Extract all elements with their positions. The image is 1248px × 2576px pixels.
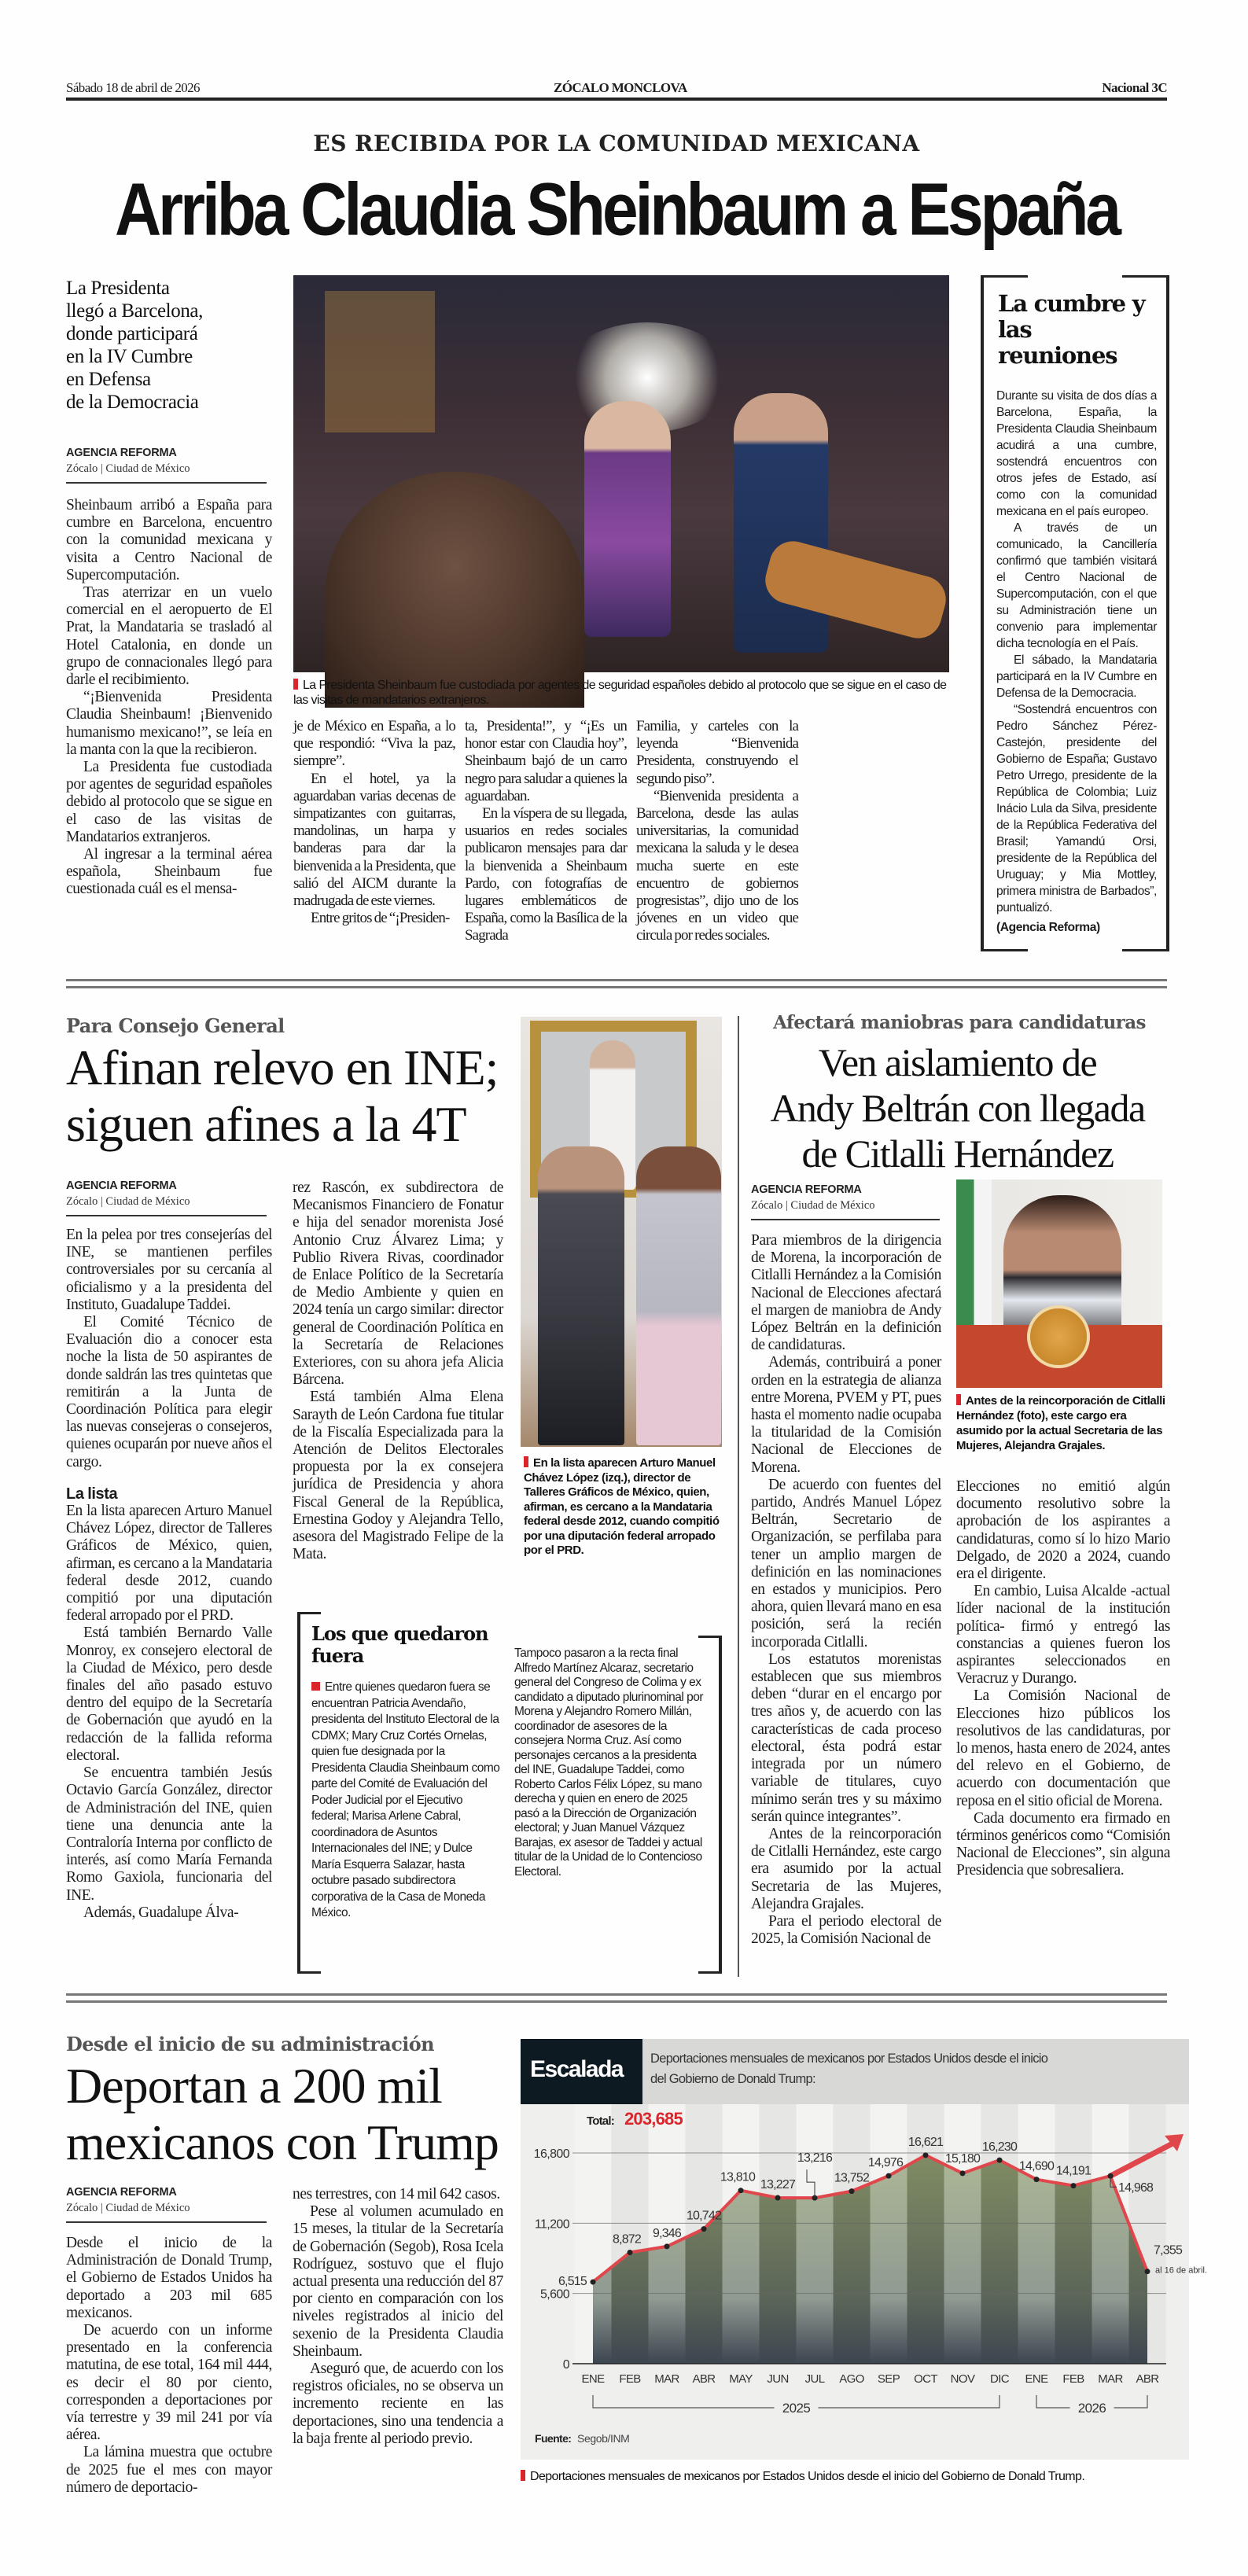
paragraph: En cambio, Luisa Alcalde -actual líder nacional de la institución política- firmó y entregó las constancias a quienes fueron los aspirantes seleccionados en Veracruz y Durango. <box>956 1583 1170 1687</box>
paragraph: Está también Bernardo Valle Monroy, ex consejero electoral de la Ciudad de México, pero desde finales del año pasado estuvo dentro del equipo de la Secretaría de Gobernación que ayudó en la redacción de la fallida reforma electoral. <box>66 1625 272 1764</box>
chart-xtick-label: ENE <box>1025 2372 1048 2386</box>
sidebar-text: Entre quienes quedaron fuera se encuentran Patricia Avendaño, presidenta del Instituto Electoral de la CDMX; Mary Cruz Cortés Ornelas, quien fue designada por la Presidenta Claudia Sheinbaum como parte del Comité de Evaluación del Poder Judicial por el Ejecutivo federal; Marisa Arlene Cabral, coordinadora de Asuntos Internacionales del INE; y Dulce María Esquerra Salazar, hasta octubre pasado subdirectora corporativa de la Casa de Moneda México. <box>311 1680 500 1919</box>
story1-kicker: ES RECIBIDA POR LA COMUNIDAD MEXICANA <box>313 131 920 156</box>
chart-data-point <box>775 2195 781 2200</box>
chart-ytick-label: 11,200 <box>534 2217 569 2232</box>
paragraph: Para miembros de la dirigencia de Morena, la incorporación de Citlalli Hernández a la Comisión Nacional de Elecciones afectará el margen de maniobra de Andy López Beltrán en la definición de candidaturas. <box>751 1232 941 1354</box>
story3-col1 <box>751 1232 941 1948</box>
paragraph: Desde el inicio de la Administración de Donald Trump, el Gobierno de Estados Unidos ha deportado a 203 mil 685 mexicanos. <box>66 2235 272 2321</box>
caption-bullet-icon <box>293 679 298 690</box>
paragraph: Entre gritos de “¡Presiden- <box>311 910 450 927</box>
chart-data-point <box>960 2170 966 2176</box>
sidebar-credit: (Agencia Reforma) <box>996 921 1100 934</box>
deck-line: de la Democracia <box>66 392 199 413</box>
section-divider <box>66 979 1167 988</box>
paragraph: Está también Alma Elena Sarayth de León Cardona fue titular de la Fiscalía Especializada para la Atención de Delitos Electorales propuesta por la ex consejera jurídica de Presidencia y ahora Fiscal General de la República, Ernestina Godoy y Alejandra Tello, asesora del Magistrado Felipe de la Mata. <box>293 1389 503 1563</box>
headline-line: Andy Beltrán con llegada <box>770 1086 1145 1130</box>
box-corner <box>698 1971 722 1974</box>
chart-svg <box>521 2104 1208 2460</box>
chart-xtick-label: MAR <box>1098 2372 1123 2386</box>
chart-data-label: 14,191 <box>1055 2164 1092 2178</box>
box-border <box>719 1636 722 1974</box>
paragraph: Al ingresar a la terminal aérea española, Sheinbaum fue cuestionada cuál es el mensa- <box>66 846 272 898</box>
box-corner <box>297 1971 321 1974</box>
chart-ytick-label: 5,600 <box>539 2287 569 2302</box>
paragraph: “Bienvenida presidenta a Barcelona, desde las aulas universitarias, la comunidad mexicana la saluda y le desea mucha suerte en este encuentro de gobiernos progresistas”, dijo uno de los jóvenes en un video que circula por redes sociales. <box>636 787 798 944</box>
chart-data-label: 13,227 <box>760 2177 796 2191</box>
chart-data-point <box>997 2158 1003 2163</box>
chart-xtick-label: SEP <box>877 2372 900 2386</box>
story4-kicker: Desde el inicio de su administración <box>66 2033 435 2055</box>
story2-headline: Afinan relevo en INE; siguen afines a la 4T <box>66 1040 499 1152</box>
chart-xtick-label: DIC <box>989 2372 1010 2386</box>
chart-data-label: 9,346 <box>652 2226 682 2240</box>
masthead-paper: ZÓCALO MONCLOVA <box>554 80 687 95</box>
byline-agency: AGENCIA REFORMA <box>66 447 177 459</box>
story4-headline <box>66 2058 514 2171</box>
photo-building <box>325 291 435 432</box>
paragraph: En la pelea por tres consejerías del INE, se mantienen perfiles controversiales por su cercanía al oficialismo y a la presidenta del Instituto, Guadalupe Taddei. <box>66 1227 272 1313</box>
paragraph: Cada documento era firmado en términos genéricos como “Comisión Nacional de Elecciones”, sin alguna Presidencia que sobresaliera. <box>956 1809 1170 1879</box>
story2-kicker: Para Consejo General <box>66 1014 285 1037</box>
story1-deck <box>66 277 278 414</box>
story3-headline <box>743 1040 1172 1176</box>
chart-data-label: 8,872 <box>612 2232 642 2247</box>
story1-col1 <box>66 497 272 899</box>
chart-source-label: Fuente: <box>535 2432 572 2445</box>
paragraph: Durante su visita de dos días a Barcelona, España, la Presidenta Claudia Sheinbaum acudirá a una cumbre, sostendrá encuentros con otros jefes de Estado, así como con la comunidad mexicana en el país europeo. <box>996 389 1157 518</box>
chart-data-point <box>849 2188 855 2194</box>
box-corner <box>698 1636 722 1638</box>
story1-photo <box>293 275 949 672</box>
chart-xtick-label: MAY <box>729 2372 753 2386</box>
photo-woman <box>636 1146 721 1445</box>
paragraph: Pese al volumen acumulado en 15 meses, la titular de la Secretaría de Gobernación (Segob), Rosa Icela Rodríguez, sostuvo que el flujo actual presenta una reducción del 87 por ciento en comparación con los niveles registrados al inicio del sexenio de la Presidenta Claudia Sheinbaum. <box>293 2203 503 2360</box>
chart-data-point <box>923 2152 929 2158</box>
caption-text: Antes de la reincorporación de Citlalli Hernández (foto), este cargo era asumido por la actual Secretaria de las Mujeres, Alejandra Grajales. <box>956 1394 1165 1452</box>
story2-photo <box>521 1017 722 1447</box>
box-corner <box>1122 949 1169 951</box>
paragraph: De acuerdo con un informe presentado en la conferencia matutina, de ese total, 164 mil 444, es decir el 80 por ciento, corresponden a deportaciones por vía terrestre y 39 mil 241 por vía aérea. <box>66 2322 272 2444</box>
photo-figure-center <box>584 401 671 637</box>
masthead-date: Sábado 18 de abril de 2026 <box>66 80 200 95</box>
deck-line: en la IV Cumbre <box>66 346 193 367</box>
chart-data-label: 16,230 <box>981 2140 1018 2155</box>
chart-data-label: 14,976 <box>867 2156 904 2170</box>
chart-data-point <box>886 2173 892 2179</box>
masthead <box>66 77 1167 101</box>
story2-col1 <box>66 1227 272 1922</box>
paragraph: La Presidenta fue custodiada por agentes de seguridad españoles debido al protocolo que se sigue en el caso de las visitas de Mandatarios extranjeros. <box>66 759 272 845</box>
section-divider <box>66 1993 1167 2003</box>
chart-data-label: 13,810 <box>720 2170 756 2184</box>
story1-col3 <box>465 718 627 945</box>
chart-total-label: Total: <box>587 2114 614 2128</box>
story3-photo-caption <box>956 1393 1167 1453</box>
chart-last-note: al 16 de abril. <box>1155 2265 1208 2276</box>
chart-xtick-label: JUL <box>804 2372 825 2386</box>
chart-xtick-label: FEB <box>1062 2372 1084 2386</box>
sidebar-col2 <box>514 1647 708 1879</box>
story3-kicker: Afectará maniobras para candidaturas <box>773 1012 1146 1033</box>
paragraph: Se encuentra también Jesús Octavio García González, director de Administración del INE, quien tiene una denuncia ante la Contraloría Interna por conflicto de interés, así como María Fernanda Romo Gaxiola, funcionaria del INE. <box>66 1765 272 1904</box>
chart-total-value: 203,685 <box>624 2109 683 2129</box>
paragraph: El sábado, la Mandataria participará en la IV Cumbre en Defensa de la Democracia. <box>996 653 1157 700</box>
caption-text: En la lista aparecen Arturo Manuel Chávez López (izq.), director de Talleres Gráficos de México, quien, afirman, es cercano a la Mandataria federal desde 2012, cuando compitió por una diputación federal arropado por el PRD. <box>524 1456 720 1557</box>
photo-seal <box>1027 1305 1090 1368</box>
masthead-section: Nacional 3C <box>1102 80 1167 95</box>
chart-data-point <box>701 2226 707 2232</box>
story1-byline <box>66 447 267 491</box>
headline-line: Ven aislamiento de <box>818 1040 1097 1084</box>
chart-xtick-label: ABR <box>692 2372 716 2386</box>
byline-agency: AGENCIA REFORMA <box>751 1183 862 1196</box>
paragraph: Además, contribuirá a poner orden en la estrategia de alianza entre Morena, PVEM y PT, pues hasta el momento nadie ocupaba la titularidad de la Comisión Nacional de Elecciones de Morena. <box>751 1354 941 1476</box>
chart-data-label: 14,968 <box>1118 2181 1154 2195</box>
caption-bullet-icon <box>521 2470 525 2481</box>
chart-data-label: 7,355 <box>1154 2243 1183 2258</box>
story1-col2 <box>293 718 455 927</box>
byline-location: Zócalo | Ciudad de México <box>66 1195 190 1208</box>
paragraph: En la víspera de su llegada, usuarios en redes sociales publicaron mensajes para dar la bienvenida a Sheinbaum Pardo, con fotografías de lugares emblemáticos de España, como la Basílica de la Sagrada <box>465 805 627 944</box>
paragraph: Elecciones no emitió algún documento resolutivo sobre la aprobación de los aspirantes a candidaturas, como sí lo hizo Mario Delgado, de 2020 a 2024, cuando era el dirigente. <box>956 1478 1170 1583</box>
chart-year-label: 2025 <box>782 2401 811 2416</box>
chart-data-point <box>591 2280 596 2285</box>
chart-xtick-label: JUN <box>767 2372 789 2386</box>
chart-badge <box>521 2039 642 2104</box>
box-corner <box>1122 275 1169 278</box>
story1-col4 <box>636 718 798 945</box>
headline-line: de Citlalli Hernández <box>801 1132 1114 1176</box>
chart-data-label: 14,690 <box>1018 2159 1055 2173</box>
paragraph: rez Rascón, ex subdirectora de Mecanismos Financiero de Fonatur e hija del senador morenista José Antonio Cruz Álvarez Lima; y Publio Rivera Rivas, coordinador de Enlace Político de la Secretaría de Medio Ambiente y quien en 2024 tenía un cargo similar: director general de Coordinación Política en la Secretaría de Relaciones Exteriores, con su ahora jefa Alicia Bárcena. <box>293 1179 503 1389</box>
sidebar-title: Los que quedaron fuera <box>311 1622 488 1667</box>
paragraph: “Sostendrá encuentros con Pedro Sánchez Pérez-Castejón, presidente del Gobierno de España; Gustavo Petro Urrego, presidente de la República de Colombia; Luiz Inácio Lula da Silva, presidente de la República Federativa del Brasil; Yamandú Orsi, presidente de la República del Uruguay; y Mia Mottley, primera ministra de Barbados”, puntualizó. <box>996 703 1157 914</box>
column-rule <box>738 1016 739 1977</box>
paragraph: Sheinbaum arribó a España para cumbre en Barcelona, encuentro con la comunidad mexicana y visita a Centro Nacional de Supercomputación. <box>66 497 272 583</box>
story4-col2 <box>293 2186 503 2448</box>
sidebar-body <box>996 388 1157 936</box>
headline-line: mexicanos con Trump <box>66 2114 499 2170</box>
paragraph: Antes de la reincorporación de Citlalli Hernández, este cargo era asumido por la actual Secretaria de las Mujeres, Alejandra Grajales. <box>751 1825 941 1912</box>
sidebar-text: Tampoco pasaron a la recta final Alfredo Martínez Alcaraz, secretario general del Congreso de Colima y ex candidato a diputado plurinominal por Morena y Alejandro Romero Millán, coordinador de asesores de la consejera Norma Cruz. Así como personajes cercanos a la presidenta del INE, Guadalupe Taddei, como Roberto Carlos Félix López, su mano derecha y quien en enero de 2025 pasó a la Dirección de Organización electoral; y Juan Manuel Vázquez Barajas, ex asesor de Taddei y actual titular de la Unidad de lo Contencioso Electoral. <box>514 1647 704 1879</box>
paragraph: En el hotel, ya la aguardaban varias decenas de simpatizantes con guitarras, mandolinas, un harpa y banderas para dar la bienvenida a la Presidenta, que salió del AICM durante la madrugada de este viernes. <box>293 770 455 910</box>
chart-xtick-label: NOV <box>950 2372 975 2386</box>
chart-data-label: 10,742 <box>686 2209 722 2223</box>
chart-title: Deportaciones mensuales de mexicanos por Estados Unidos desde el inicio del Gobierno de Donald Trump: <box>650 2052 1048 2086</box>
byline-agency: AGENCIA REFORMA <box>66 2186 177 2199</box>
deck-line: llegó a Barcelona, <box>66 300 203 322</box>
chart-data-label: 13,752 <box>834 2171 870 2185</box>
chart-source: Segob/INM <box>577 2432 630 2445</box>
chart-xtick-label: AGO <box>839 2372 864 2386</box>
chart-data-point <box>738 2188 744 2193</box>
chart-title-bar <box>642 2039 1189 2104</box>
box-border <box>297 1612 300 1974</box>
photo-man <box>538 1146 624 1445</box>
chart-year-label: 2026 <box>1077 2401 1106 2416</box>
chart-data-point <box>1071 2183 1077 2188</box>
chart-data-point <box>1145 2269 1150 2274</box>
photo-flag <box>956 1179 992 1337</box>
chart-data-point <box>628 2250 633 2255</box>
caption-text: Deportaciones mensuales de mexicanos por Estados Unidos desde el inicio del Gobierno de Donald Trump. <box>530 2470 1085 2483</box>
paragraph: En la lista aparecen Arturo Manuel Chávez López, director de Talleres Gráficos de México, quien, afirman, es cercano a la Mandataria federal desde 2012, cuando compitió por una diputación federal arropado por el PRD. <box>66 1503 272 1625</box>
paragraph: “¡Bienvenida Presidenta Claudia Sheinbaum! ¡Bienvenido humanismo mexicano!”, se leía en la manta con la que la recibieron. <box>66 689 272 758</box>
photo-figure-foreground <box>325 472 584 708</box>
headline-line: Deportan a 200 mil <box>66 2058 442 2114</box>
chart-data-label: 16,621 <box>907 2135 944 2149</box>
chart-caption <box>521 2469 1189 2484</box>
chart-badge-label: Escalada <box>530 2056 624 2082</box>
chart-xtick-label: MAR <box>654 2372 679 2386</box>
story1-sidebar <box>981 275 1169 951</box>
chart-xtick-label: ABR <box>1136 2372 1159 2386</box>
chart-panel <box>521 2039 1208 2460</box>
sidebar-col1 <box>311 1680 500 1922</box>
paragraph: La Comisión Nacional de Elecciones hizo públicos los resolutivos de las candidaturas, por lo menos, hasta enero de 2024, antes del relevo en el Gobierno, de acuerdo con documentación que reposa en el sitio oficial de Morena. <box>956 1687 1170 1809</box>
sidebar-bullet-icon <box>311 1682 320 1691</box>
chart-data-point <box>664 2243 670 2249</box>
caption-bullet-icon <box>956 1394 961 1405</box>
story4-byline <box>66 2186 267 2231</box>
paragraph: De acuerdo con fuentes del partido, Andrés Manuel López Beltrán, Secretario de Organización, se perfilaba para tener un amplio margen de definición en las nominaciones en estados y municipios. Pero ahora, quien llevará mano en esa posición, será la recién incorporada Citlalli. <box>751 1476 941 1650</box>
story3-byline <box>751 1183 940 1228</box>
chart-ytick-label: 16,800 <box>533 2147 569 2161</box>
byline-agency: AGENCIA REFORMA <box>66 1179 177 1192</box>
chart-xtick-label: OCT <box>914 2372 937 2386</box>
box-corner <box>981 949 1028 951</box>
box-corner <box>981 275 1028 278</box>
story3-col2 <box>956 1478 1170 1880</box>
deck-line: La Presidenta <box>66 278 170 299</box>
paragraph: ta, Presidenta!”, y “¡Es un honor estar con Claudia hoy”, Sheinbaum bajó de un carro negro para saludar a quienes la aguardaban. <box>465 718 627 804</box>
paragraph: nes terrestres, con 14 mil 642 casos. <box>293 2186 500 2202</box>
photo-figure-right <box>734 393 828 653</box>
paragraph: El Comité Técnico de Evaluación dio a conocer esta noche la lista de 50 aspirantes de donde saldrán las tres quintetas que remitirán a la Junta de Coordinación Política para elegir las nuevas consejeras o consejeros, quienes ocuparán por nueve años el cargo. <box>66 1314 272 1470</box>
chart-xtick-label: ENE <box>581 2372 605 2386</box>
paragraph: Tras aterrizar en un vuelo comercial en el aeropuerto de El Prat, la Mandataria se trasladó al Hotel Catalonia, en donde un grupo de connacionales llegó para darle el recibimiento. <box>66 584 272 689</box>
story2-subhead: La lista <box>66 1485 118 1503</box>
story1-headline: Arriba Claudia Sheinbaum a España <box>114 168 1119 251</box>
story3-photo <box>956 1179 1162 1386</box>
chart-xtick-label: FEB <box>619 2372 641 2386</box>
caption-bullet-icon <box>524 1456 528 1467</box>
paragraph: je de México en España, a lo que respondió: “Viva la paz, siempre”. <box>293 718 455 770</box>
sidebar-title: La cumbre y las reuniones <box>998 290 1145 369</box>
caption-text: La Presidenta Sheinbaum fue custodiada por agentes de seguridad españoles debido al protocolo que se sigue en el caso de las visitas de mandatarios extranjeros. <box>293 679 947 707</box>
story2-col2 <box>293 1179 503 1563</box>
chart-data-label: 6,515 <box>558 2275 587 2289</box>
chart-data-point <box>1034 2177 1040 2182</box>
chart-data-label: 15,180 <box>944 2151 981 2166</box>
chart-data-label: 13,216 <box>797 2151 833 2166</box>
paragraph: Familia, y carteles con la leyenda “Bienvenida Presidenta, construyendo el segundo piso”. <box>636 718 798 787</box>
story2-sidebar <box>297 1612 722 1974</box>
chart-ytick-label: 0 <box>562 2358 569 2372</box>
paragraph: Para el periodo electoral de 2025, la Comisión Nacional de <box>751 1912 941 1948</box>
paragraph: Los estatutos morenistas establecen que sus miembros deben “durar en el encargo por tres años y, de acuerdo con las características de cada proceso electoral, ésta podrá estar integrada por un número variable de titulares, cuyo mínimo serán tres y su máximo serán quince integrantes”. <box>751 1650 941 1825</box>
story2-photo-caption <box>524 1456 723 1558</box>
paragraph: La lámina muestra que octubre de 2025 fue el mes con mayor número de deportacio- <box>66 2444 272 2496</box>
box-corner <box>297 1612 321 1614</box>
paragraph: A través de un comunicado, la Cancillería confirmó que también visitará el Centro Nacional de Supercomputación, con el que su Administración tiene un convenio para implementar dicha tecnología en el País. <box>996 521 1157 650</box>
paragraph: Aseguró que, de acuerdo con los registros oficiales, no se observa un incremento reciente en las deportaciones, sino una tendencia a la baja frente al periodo previo. <box>293 2361 503 2447</box>
story2-byline <box>66 1179 267 1224</box>
story4-col1 <box>66 2235 272 2497</box>
paragraph: Además, Guadalupe Álva- <box>83 1904 239 1921</box>
byline-location: Zócalo | Ciudad de México <box>751 1199 875 1212</box>
deck-line: en Defensa <box>66 369 151 390</box>
story1-photo-caption <box>293 678 949 708</box>
byline-location: Zócalo | Ciudad de México <box>66 2202 190 2214</box>
byline-location: Zócalo | Ciudad de México <box>66 462 190 475</box>
deck-line: donde participará <box>66 323 198 344</box>
